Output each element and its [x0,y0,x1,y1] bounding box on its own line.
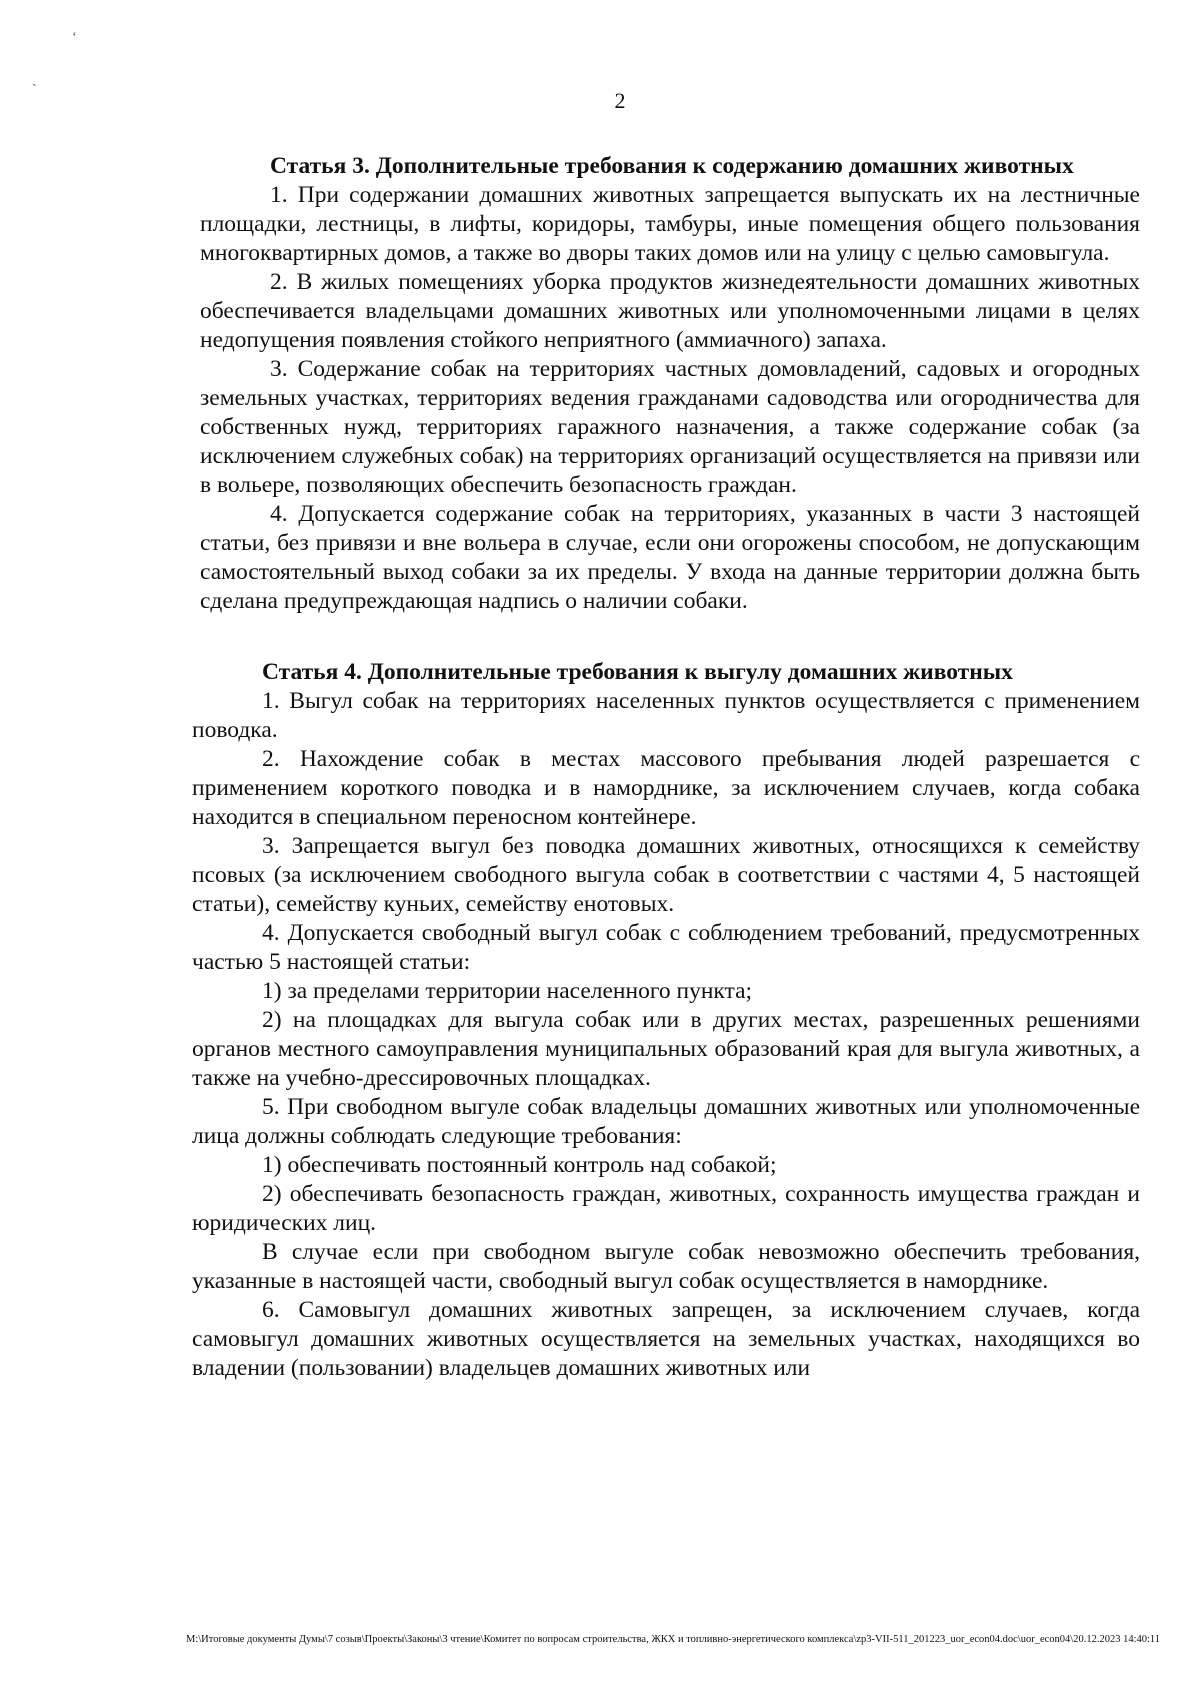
article-3-heading: Статья 3. Дополнительные требования к содержанию домашних животных [270,153,1074,179]
article-4 [192,658,1140,1383]
article-3-paragraph-1: 1. При содержании домашних животных запрещается выпускать их на лестничные площадки, лестницы, в лифты, коридоры, тамбуры, иные помещения общего пользования многоквартирных домов, а также во дворы таких домов или на улицу с целью самовыгула. [200,182,1140,266]
article-4-item-4-1: 1) за пределами территории населенного пункта; [262,978,753,1004]
article-4-paragraph-5-note: В случае если при свободном выгуле собак невозможно обеспечить требования, указанные в настоящей части, свободный выгул собак осуществляется в наморднике. [192,1239,1140,1294]
article-4-paragraph-6: 6. Самовыгул домашних животных запрещен, за исключением случаев, когда самовыгул домашних животных осуществляется на земельных участках, находящихся во владении (пользовании) владельцев домашних животных или [192,1297,1140,1381]
article-4-paragraph-4: 4. Допускается свободный выгул собак с соблюдением требований, предусмотренных частью 5 настоящей статьи: [192,920,1140,975]
article-3 [200,152,1140,616]
article-4-paragraph-2: 2. Нахождение собак в местах массового пребывания людей разрешается с применением короткого поводка и в наморднике, за исключением случаев, когда собака находится в специальном переносном контейнере. [192,746,1140,830]
article-3-paragraph-2: 2. В жилых помещениях уборка продуктов жизнедеятельности домашних животных обеспечивается владельцами домашних животных или уполномоченными лицами в целях недопущения появления стойкого неприятного (аммиачного) запаха. [200,269,1140,353]
article-4-item-5-2: 2) обеспечивать безопасность граждан, животных, сохранность имущества граждан и юридических лиц. [192,1181,1140,1236]
scan-mark: ˏ [32,72,37,87]
file-path-footer: M:\Итоговые документы Думы\7 созыв\Проекты\Законы\3 чтение\Комитет по вопросам строительства, ЖКХ и топливно-энергетического комплекса\zp3-VII-511_201223_uor_econ04.doc\uor_econ04\20.12.2023 14:40:11 [186,1634,1161,1645]
article-4-item-4-2: 2) на площадках для выгула собак или в других местах, разрешенных решениями органов местного самоуправления муниципальных образований края для выгула животных, а также на учебно-дрессировочных площадках. [192,1007,1140,1091]
article-4-paragraph-3: 3. Запрещается выгул без поводка домашних животных, относящихся к семейству псовых (за исключением свободного выгула собак в соответствии с частями 4, 5 настоящей статьи), семейству куньих, семейству енотовых. [192,833,1140,917]
page-number: 2 [614,88,626,113]
document-body [192,152,1140,1383]
scan-mark: ‘ [72,30,77,45]
article-4-item-5-1: 1) обеспечивать постоянный контроль над собакой; [262,1152,777,1178]
article-3-paragraph-3: 3. Содержание собак на территориях частных домовладений, садовых и огородных земельных участках, территориях ведения гражданами садоводства или огородничества для собственных нужд, территориях гаражного назначения, а также содержание собак (за исключением служебных собак) на территориях организаций осуществляется на привязи или в вольере, позволяющих обеспечить безопасность граждан. [200,356,1140,498]
article-4-paragraph-5: 5. При свободном выгуле собак владельцы домашних животных или уполномоченные лица должны соблюдать следующие требования: [192,1094,1140,1149]
article-4-heading: Статья 4. Дополнительные требования к выгулу домашних животных [262,659,1013,685]
article-4-paragraph-1: 1. Выгул собак на территориях населенных пунктов осуществляется с применением поводка. [192,688,1140,743]
article-3-paragraph-4: 4. Допускается содержание собак на территориях, указанных в части 3 настоящей статьи, без привязи и вне вольера в случае, если они огорожены способом, не допускающим самостоятельный выход собаки за их пределы. У входа на данные территории должна быть сделана предупреждающая надпись о наличии собаки. [200,501,1140,614]
